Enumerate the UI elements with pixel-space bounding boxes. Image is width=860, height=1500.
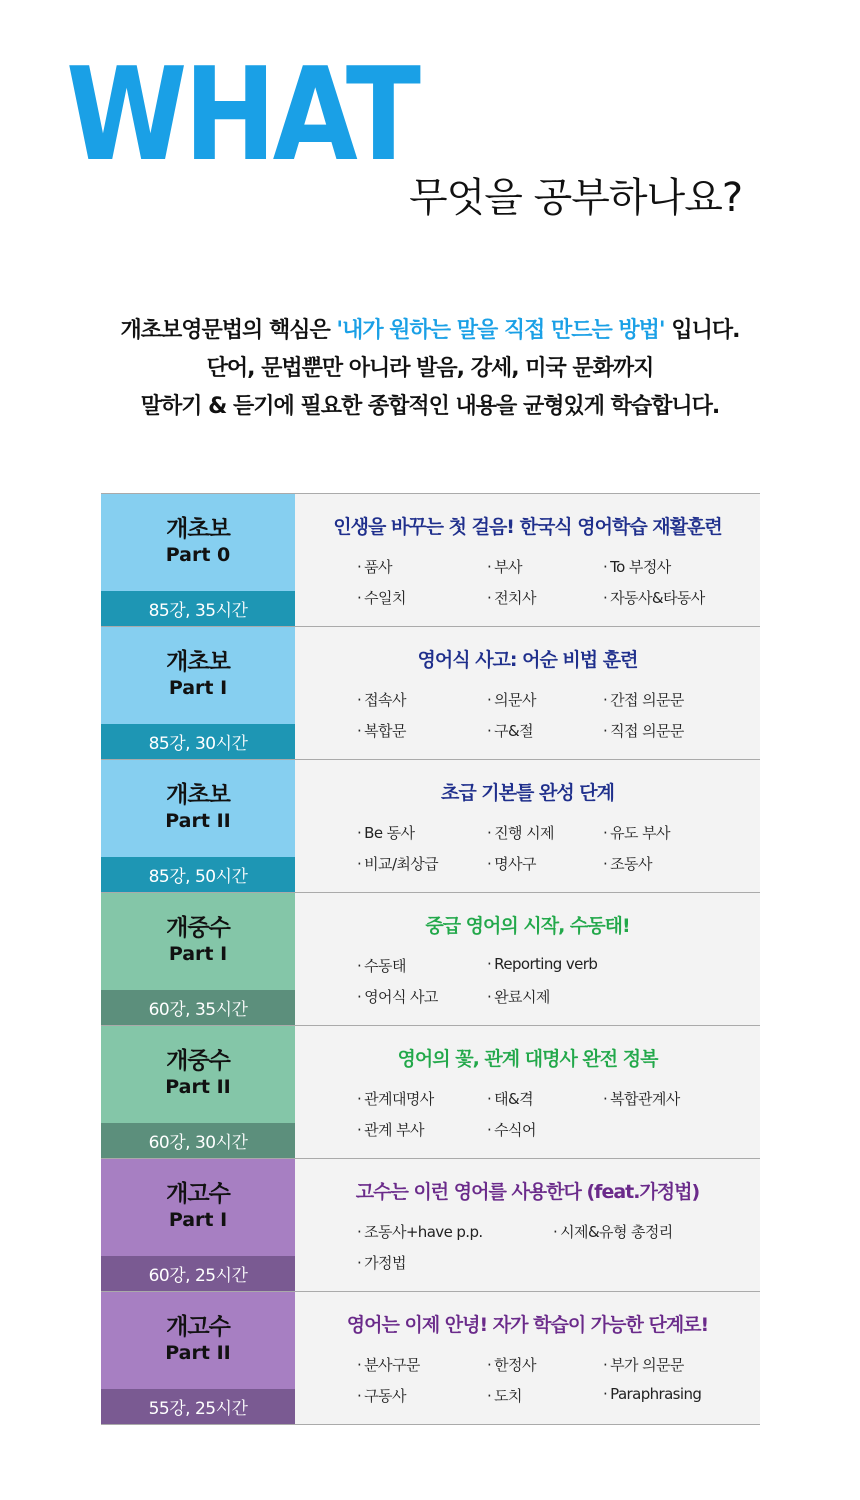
topic-list [357, 1354, 760, 1406]
topic-list [357, 1088, 760, 1140]
topic-item: · 가정법 [357, 1252, 553, 1273]
course-row [101, 1159, 760, 1292]
topic-list [357, 556, 760, 608]
topic-item: · 시제&유형 총정리 [553, 1221, 753, 1242]
topic-item: · 명사구 [487, 853, 603, 874]
course-meta: 60강, 25시간 [101, 1256, 295, 1291]
topic-item: · 수동태 [357, 955, 487, 976]
intro-line-3: 말하기 & 듣기에 필요한 종합적인 내용을 균형있게 학습합니다. [140, 394, 720, 419]
course-label-cell [101, 627, 295, 759]
course-label-cell [101, 1159, 295, 1291]
topic-item: · 유도 부사 [603, 822, 753, 843]
topic-item: · 관계 부사 [357, 1119, 487, 1140]
topic-item: · 구동사 [357, 1385, 487, 1406]
course-level: 개초보 [166, 648, 230, 675]
course-level: 개고수 [166, 1180, 230, 1207]
course-detail-cell [295, 760, 760, 892]
course-label-cell [101, 1292, 295, 1424]
topic-item: · 완료시제 [487, 986, 687, 1007]
course-detail-cell [295, 627, 760, 759]
hero-title: WHAT [66, 41, 418, 190]
course-row [101, 893, 760, 1026]
course-meta: 85강, 35시간 [101, 591, 295, 626]
course-headline: 영어는 이제 안녕! 자가 학습이 가능한 단계로! [346, 1314, 709, 1336]
topic-item: · 의문사 [487, 689, 603, 710]
topic-item: · 직접 의문문 [603, 720, 753, 741]
course-detail-cell [295, 1159, 760, 1291]
topic-item: · 한정사 [487, 1354, 603, 1375]
intro-line-2: 단어, 문법뿐만 아니라 발음, 강세, 미국 문화까지 [206, 356, 654, 381]
course-name-block [101, 1292, 295, 1389]
course-meta: 55강, 25시간 [101, 1389, 295, 1424]
topic-item: · Reporting verb [487, 955, 687, 976]
course-part: Part II [165, 1341, 231, 1364]
course-level: 개초보 [166, 781, 230, 808]
topic-item: · 복합관계사 [603, 1088, 753, 1109]
course-headline: 영어의 꽃, 관계 대명사 완전 정복 [397, 1048, 658, 1070]
course-headline: 중급 영어의 시작, 수동태! [425, 915, 630, 937]
course-row [101, 1292, 760, 1425]
course-part: Part II [165, 1075, 231, 1098]
topic-item: · Paraphrasing [603, 1385, 753, 1406]
topic-item: · 부가 의문문 [603, 1354, 753, 1375]
course-detail-cell [295, 494, 760, 626]
intro-text [0, 312, 860, 426]
course-row [101, 1026, 760, 1159]
course-row [101, 627, 760, 760]
course-name-block [101, 1026, 295, 1123]
topic-item: · 관계대명사 [357, 1088, 487, 1109]
intro-line-1-post: 입니다. [664, 318, 740, 343]
topic-item: · 수식어 [487, 1119, 603, 1140]
course-name-block [101, 893, 295, 990]
topic-item: · 조동사 [603, 853, 753, 874]
topic-list [357, 822, 760, 874]
course-detail-cell [295, 1026, 760, 1158]
topic-list [357, 689, 760, 741]
topic-item: · 전치사 [487, 587, 603, 608]
course-meta: 60강, 30시간 [101, 1123, 295, 1158]
course-part: Part II [165, 809, 231, 832]
topic-item: · 간접 의문문 [603, 689, 753, 710]
course-level: 개고수 [166, 1313, 230, 1340]
topic-item: · 자동사&타동사 [603, 587, 753, 608]
course-part: Part I [168, 676, 228, 699]
topic-item: · 태&격 [487, 1088, 603, 1109]
course-detail-cell [295, 1292, 760, 1424]
course-name-block [101, 494, 295, 591]
hero-subtitle: 무엇을 공부하나요? [409, 175, 743, 221]
course-headline: 초급 기본틀 완성 단계 [440, 782, 615, 804]
topic-item: · 진행 시제 [487, 822, 603, 843]
course-part: Part I [168, 1208, 228, 1231]
course-name-block [101, 760, 295, 857]
course-headline: 고수는 이런 영어를 사용한다 (feat.가정법) [355, 1181, 700, 1203]
course-row [101, 760, 760, 893]
course-headline: 영어식 사고: 어순 비법 훈련 [417, 649, 638, 671]
intro-line-1 [0, 312, 860, 350]
topic-item: · 도치 [487, 1385, 603, 1406]
topic-item: · 분사구문 [357, 1354, 487, 1375]
topic-list [357, 1221, 760, 1273]
course-meta: 60강, 35시간 [101, 990, 295, 1025]
intro-highlight: '내가 원하는 말을 직접 만드는 방법' [336, 318, 665, 343]
course-name-block [101, 627, 295, 724]
course-detail-cell [295, 893, 760, 1025]
course-meta: 85강, 50시간 [101, 857, 295, 892]
course-label-cell [101, 1026, 295, 1158]
course-part: Part I [168, 942, 228, 965]
course-meta: 85강, 30시간 [101, 724, 295, 759]
topic-item: · 비교/최상급 [357, 853, 487, 874]
topic-item: · 구&절 [487, 720, 603, 741]
course-label-cell [101, 494, 295, 626]
topic-item: · To 부정사 [603, 556, 753, 577]
course-level: 개중수 [166, 914, 230, 941]
course-label-cell [101, 760, 295, 892]
topic-item: · 영어식 사고 [357, 986, 487, 1007]
course-label-cell [101, 893, 295, 1025]
topic-item: · 부사 [487, 556, 603, 577]
course-level: 개중수 [166, 1047, 230, 1074]
topic-list [357, 955, 760, 1007]
topic-item: · 복합문 [357, 720, 487, 741]
topic-item: · 접속사 [357, 689, 487, 710]
intro-line-1-pre: 개초보영문법의 핵심은 [120, 318, 337, 343]
topic-item: · 조동사+have p.p. [357, 1221, 553, 1242]
course-headline: 인생을 바꾸는 첫 걸음! 한국식 영어학습 재활훈련 [333, 516, 722, 538]
course-row [101, 494, 760, 627]
topic-item: · 수일치 [357, 587, 487, 608]
course-level: 개초보 [166, 515, 230, 542]
topic-item: · Be 동사 [357, 822, 487, 843]
course-part: Part 0 [165, 543, 231, 566]
course-name-block [101, 1159, 295, 1256]
topic-item: · 품사 [357, 556, 487, 577]
course-table [101, 493, 760, 1425]
